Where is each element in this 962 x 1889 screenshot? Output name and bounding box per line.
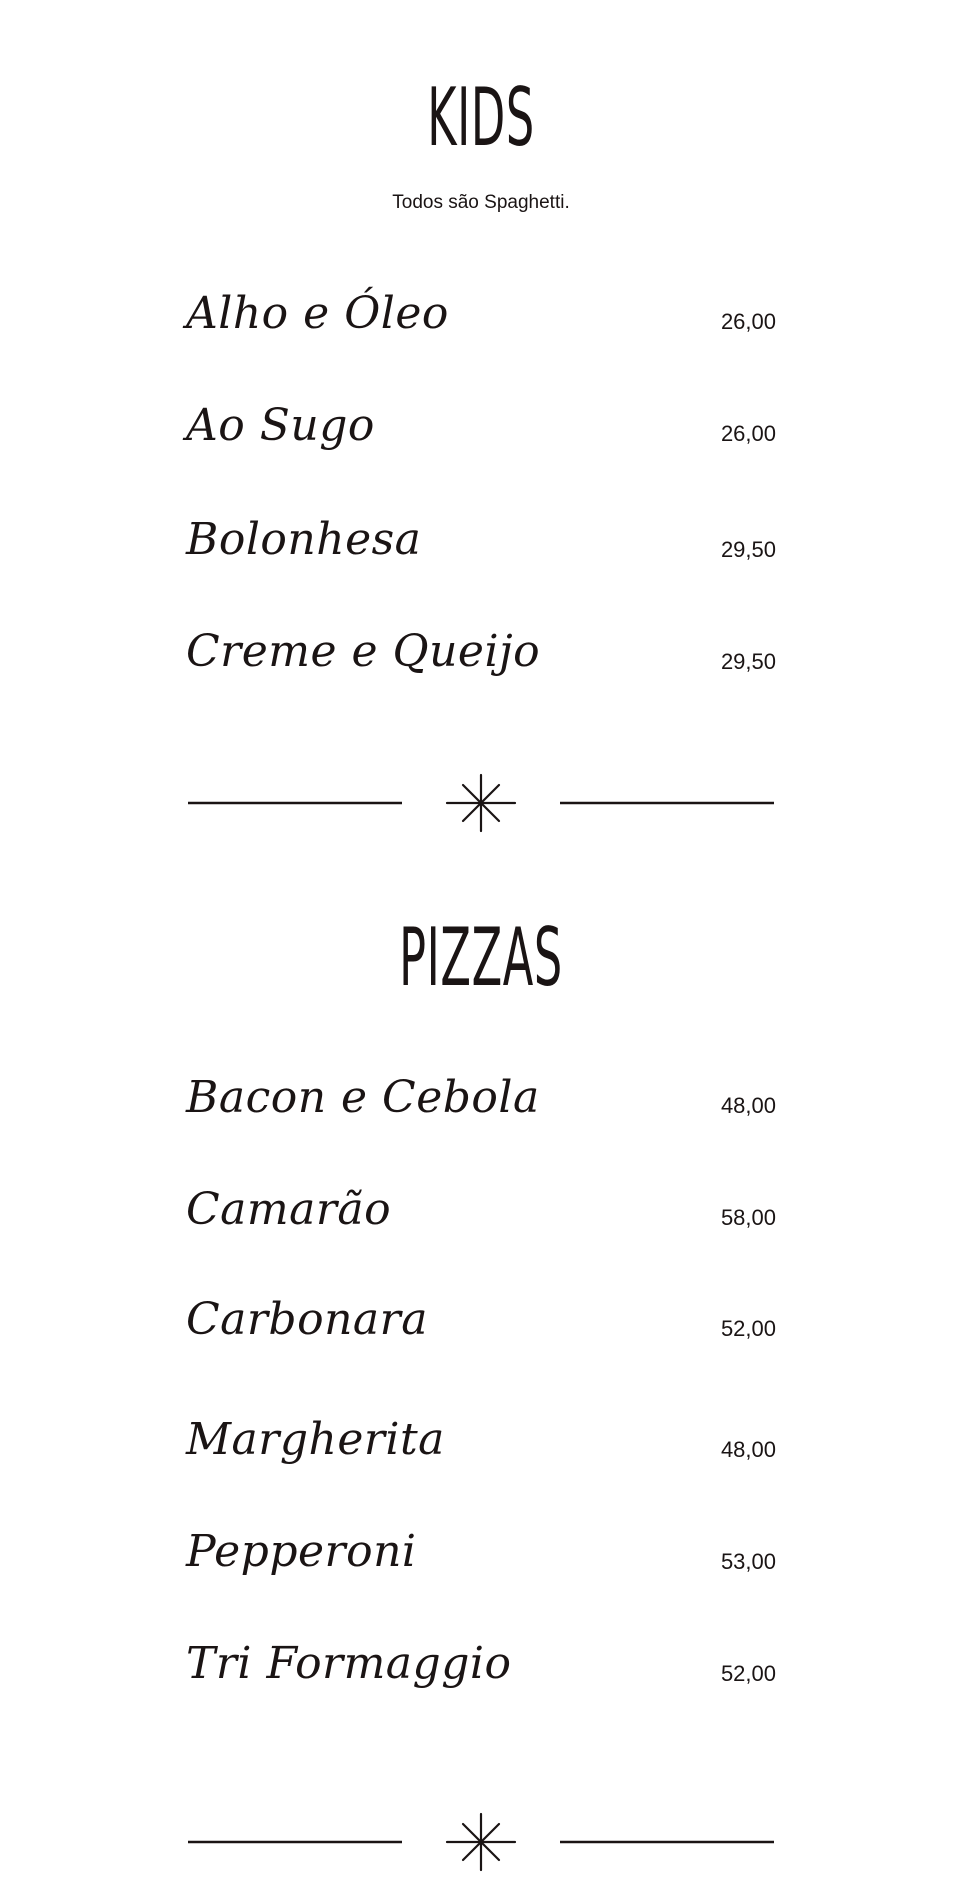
menu-item-price: 29,50 — [720, 537, 776, 562]
menu-item-price: 52,00 — [720, 1661, 776, 1686]
menu-item-name: Pepperoni — [186, 1526, 417, 1577]
asterisk-star-icon — [447, 775, 515, 831]
section-divider — [188, 773, 774, 833]
menu-item-name: Bacon e Cebola — [186, 1072, 540, 1123]
menu-item-price: 48,00 — [720, 1437, 776, 1462]
menu-item-name: Margherita — [186, 1414, 445, 1465]
menu-item-name: Carbonara — [186, 1294, 428, 1345]
menu-item-name: Alho e Óleo — [186, 288, 449, 339]
menu-item-name: Bolonhesa — [186, 514, 422, 565]
menu-item-price: 26,00 — [720, 421, 776, 446]
menu-item-price: 53,00 — [720, 1549, 776, 1574]
menu-item-price: 52,00 — [720, 1316, 776, 1341]
asterisk-star-icon — [447, 1814, 515, 1870]
menu-item-name: Creme e Queijo — [186, 626, 541, 677]
menu-item-price: 26,00 — [720, 309, 776, 334]
menu-item-name: Ao Sugo — [186, 400, 375, 451]
menu-item-price: 48,00 — [720, 1093, 776, 1118]
menu-item-price: 58,00 — [720, 1205, 776, 1230]
section-divider — [188, 1812, 774, 1872]
menu-item-name: Camarão — [186, 1184, 392, 1235]
kids-section-subtitle: Todos são Spaghetti. — [392, 192, 570, 213]
menu-item-price: 29,50 — [720, 649, 776, 674]
menu-item-name: Tri Formaggio — [186, 1638, 512, 1689]
pizzas-section-title: PIZZAS — [399, 911, 563, 1004]
kids-section-title: KIDS — [427, 71, 535, 164]
